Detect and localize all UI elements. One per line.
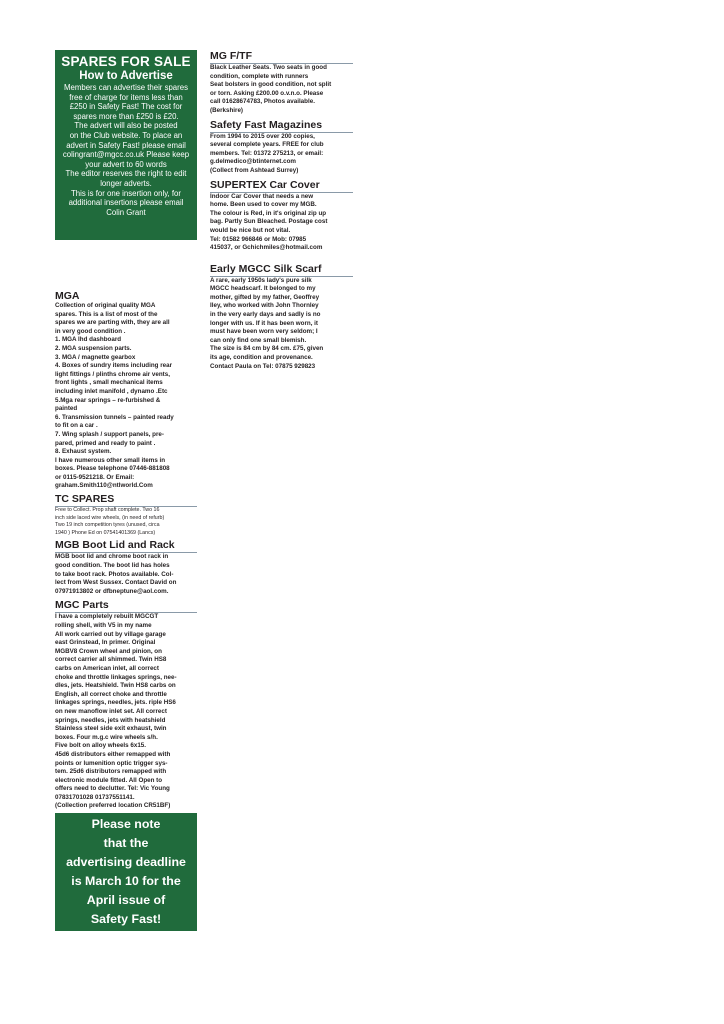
ad-text-line: rolling shell, with V5 in my name bbox=[55, 622, 152, 629]
ad-text-line: g.delmedico@btinternet.com bbox=[210, 158, 296, 166]
how-to-advertise-line: Colin Grant bbox=[106, 207, 146, 217]
how-to-advertise-line: colingrant@mgcc.co.uk Please keep bbox=[62, 150, 190, 160]
ad-text-line: mother, gifted by my father, Geoffrey bbox=[210, 293, 320, 301]
ad-text-line: its age, condition and provenance. bbox=[210, 354, 313, 362]
deadline-line: April issue of bbox=[86, 893, 166, 908]
ad-text-line: spares. This is a list of most of the bbox=[55, 310, 158, 318]
ad-text-line: boxes. Please telephone 07446-881808 bbox=[55, 465, 170, 473]
how-to-advertise-line: £250 in Safety Fast! The cost for bbox=[69, 102, 183, 112]
ad-text-line: good condition. The boot lid has holes bbox=[55, 562, 170, 570]
deadline-line: Please note bbox=[91, 817, 161, 832]
ad-text-line: choke and throttle linkages springs, nee- bbox=[55, 673, 177, 681]
classified-ad bbox=[210, 119, 353, 176]
ad-heading: MGC Parts bbox=[55, 599, 197, 613]
ad-heading: MGB Boot Lid and Rack bbox=[55, 539, 197, 553]
ad-text-line: A rare, early 1950s lady's pure silk bbox=[210, 276, 312, 284]
classified-ad bbox=[210, 50, 353, 116]
ad-text-line: Free to Collect. Prop shaft complete. Two 16 bbox=[55, 507, 160, 514]
ad-text-line: to fit on a car . bbox=[55, 422, 98, 430]
how-to-advertise-line: additional insertions please email bbox=[68, 198, 184, 208]
how-to-advertise-box bbox=[55, 50, 197, 240]
ad-text-line: Tel: 01582 966846 or Mob: 07985 bbox=[210, 235, 307, 243]
how-to-advertise-line: Members can advertise their spares bbox=[64, 83, 188, 92]
ad-text-line: I have a completely rebuilt MGCGT bbox=[55, 613, 159, 621]
ad-text-line: Contact Paula on Tel: 07875 929823 bbox=[210, 362, 316, 370]
ad-text-line: MGB boot lid and chrome boot rack in bbox=[55, 553, 169, 561]
deadline-notice-box bbox=[55, 813, 197, 931]
ad-text-line: lect from West Sussex. Contact David on bbox=[55, 579, 177, 587]
classified-ad bbox=[55, 539, 197, 596]
ad-text-line: 2. MGA suspension parts. bbox=[55, 344, 132, 352]
classified-ad bbox=[55, 493, 197, 537]
ad-text-line: 415037, or Gchichmiles@hotmail.com bbox=[210, 244, 323, 252]
ad-text-line: The colour is Red, in it's original zip up bbox=[210, 209, 327, 217]
ad-text-line: English, all correct choke and throttle bbox=[55, 690, 167, 698]
ad-text-line: Five bolt on alloy wheels 6x15. bbox=[55, 742, 147, 750]
left-ads-list bbox=[55, 290, 197, 811]
spares-for-sale-title: SPARES FOR SALE bbox=[61, 54, 191, 69]
ad-text-line: condition, complete with runners bbox=[210, 72, 309, 80]
ad-text-line: longer with us. If it has been worn, it bbox=[210, 319, 318, 327]
ad-text-line: to take boot rack. Photos available. Col- bbox=[55, 570, 174, 578]
ad-heading: Early MGCC Silk Scarf bbox=[210, 263, 353, 277]
how-to-advertise-subtitle: How to Advertise bbox=[79, 70, 173, 82]
classified-ad bbox=[210, 179, 353, 253]
ad-heading: SUPERTEX Car Cover bbox=[210, 179, 353, 193]
ad-text-line: or 0115-9521218. Or Email: bbox=[55, 473, 135, 481]
how-to-advertise-line: spares more than £250 is £20. bbox=[73, 111, 179, 121]
ad-text-line: tem. 25d6 distributors remapped with bbox=[55, 768, 167, 776]
ad-text-line: home. Been used to cover my MGB. bbox=[210, 201, 317, 209]
ad-text-line: can only find one small blemish. bbox=[210, 336, 307, 344]
ad-text-line: electronic module fitted. All Open to bbox=[55, 776, 163, 784]
ad-text-line: 8. Exhaust system. bbox=[55, 448, 112, 456]
deadline-line: is March 10 for the bbox=[71, 874, 181, 889]
ad-text-line: dles, jets. Heatshield. Twin HS8 carbs on bbox=[55, 682, 176, 690]
ad-text-line: in very good condition . bbox=[55, 327, 126, 335]
ad-text-line: Two 19 inch competition tyres (unused, circa bbox=[55, 522, 160, 529]
classified-ad bbox=[55, 290, 197, 491]
deadline-line: advertising deadline bbox=[66, 855, 186, 870]
ad-heading: MGA bbox=[55, 290, 80, 302]
ad-text-line: The size is 84 cm by 84 cm. £75, given bbox=[210, 345, 324, 353]
ad-text-line: Indoor Car Cover that needs a new bbox=[210, 192, 314, 200]
ad-text-line: offers need to declutter. Tel: Vic Young bbox=[55, 785, 170, 793]
ad-text-line: Collection of original quality MGA bbox=[55, 302, 156, 309]
ad-text-line: 45d6 distributors either remapped with bbox=[55, 750, 171, 758]
ad-text-line: bag. Partly Sun Bleached. Postage cost bbox=[210, 218, 328, 226]
ad-text-line: 7. Wing splash / support panels, pre- bbox=[55, 430, 164, 438]
ad-text-line: MGBV8 Crown wheel and pinion, on bbox=[55, 647, 162, 655]
ad-text-line: 07971913802 or dfbneptune@aol.com. bbox=[55, 587, 169, 595]
ad-text-line: Stainless steel side exit exhaust, twin bbox=[55, 725, 167, 733]
ad-text-line: 1. MGA lhd dashboard bbox=[55, 336, 122, 344]
ad-text-line: light fittings / plinths chrome air vents, bbox=[55, 370, 170, 378]
ad-text-line: inch side laced wire wheels, (in need of refurb) bbox=[55, 514, 165, 521]
how-to-advertise-line: This is for one insertion only, for bbox=[71, 188, 181, 198]
ad-text-line: would be nice but not vital. bbox=[210, 226, 291, 234]
ad-text-line: springs, needles, jets with heatshield bbox=[55, 716, 166, 724]
deadline-line: Safety Fast! bbox=[90, 912, 162, 927]
classified-ad bbox=[55, 599, 197, 811]
ad-text-line: All work carried out by village garage bbox=[55, 630, 166, 638]
ad-text-line: must have been worn very seldom; I bbox=[210, 328, 318, 336]
how-to-advertise-line: The advert will also be posted bbox=[74, 121, 178, 131]
ad-text-line: several complete years. FREE for club bbox=[210, 141, 324, 149]
ad-text-line: 4. Boxes of sundry items including rear bbox=[55, 362, 173, 370]
how-to-advertise-line: on the Club website. To place an bbox=[69, 130, 183, 140]
ad-text-line: pared, primed and ready to paint . bbox=[55, 439, 156, 447]
ad-text-line: (Collect from Ashtead Surrey) bbox=[210, 166, 299, 174]
ad-text-line: east Grinstead, In primer. Original bbox=[55, 639, 156, 647]
how-to-advertise-line: free of charge for items less than bbox=[69, 92, 183, 102]
ad-text-line: Seat bolsters in good condition, not split bbox=[210, 81, 332, 89]
ad-text-line: members. Tel: 01372 275213, or email: bbox=[210, 149, 324, 157]
ad-text-line: carbs on American inlet, all correct bbox=[55, 664, 159, 672]
ad-text-line: 3. MGA / magnette gearbox bbox=[55, 353, 136, 361]
ad-text-line: 6. Transmission tunnels – painted ready bbox=[55, 413, 174, 421]
how-to-advertise-line: your advert to 60 words bbox=[85, 159, 167, 169]
ad-text-line: boxes. Four m.g.c wire wheels s/h. bbox=[55, 733, 158, 741]
ad-text-line: Black Leather Seats. Two seats in good bbox=[210, 64, 327, 71]
ad-text-line: linkages springs, needles, jets. riple HS6 bbox=[55, 699, 176, 707]
how-to-advertise-line: The editor reserves the right to edit bbox=[65, 169, 187, 179]
ad-text-line: painted bbox=[55, 405, 78, 413]
ad-text-line: 07831701028 01737551141. bbox=[55, 793, 135, 801]
right-ads-list bbox=[210, 50, 353, 371]
how-to-advertise-line: longer adverts. bbox=[100, 178, 152, 188]
ad-text-line: (Berkshire) bbox=[210, 106, 243, 114]
ad-text-line: graham.Smith110@ntlworld.Com bbox=[55, 482, 153, 490]
how-to-advertise-text bbox=[55, 83, 197, 217]
ad-text-line: correct carrier all shimmed. Twin HS8 bbox=[55, 656, 167, 664]
ad-text-line: front lights , small mechanical items bbox=[55, 379, 163, 387]
classified-ad bbox=[210, 263, 353, 372]
ad-text-line: I have numerous other small items in bbox=[55, 456, 166, 464]
ad-heading: TC SPARES bbox=[55, 493, 197, 507]
ad-text-line: call 01628674783, Photos available. bbox=[210, 98, 315, 106]
ad-text-line: From 1994 to 2015 over 200 copies, bbox=[210, 132, 315, 140]
ad-text-line: Iley, who worked with John Thornley bbox=[210, 302, 319, 310]
ad-text-line: MGCC headscarf. It belonged to my bbox=[210, 285, 316, 293]
ad-text-line: including inlet manifold , dynamo .Etc bbox=[55, 387, 168, 395]
ad-text-line: on new manoflow inlet set. All correct bbox=[55, 707, 167, 715]
ad-text-line: (Collection preferred location CR51BF) bbox=[55, 802, 171, 810]
ad-text-line: or torn. Asking £200.00 o.v.n.o. Please bbox=[210, 89, 324, 97]
ad-text-line: in the very early days and sadly is no bbox=[210, 311, 321, 319]
ad-text-line: points or lumenition optic trigger sys- bbox=[55, 759, 168, 767]
how-to-advertise-line: advert in Safety Fast! please email bbox=[66, 140, 186, 150]
ad-text-line: spares we are parting with, they are all bbox=[55, 319, 170, 327]
right-column bbox=[210, 50, 353, 371]
deadline-line: that the bbox=[103, 836, 149, 851]
ad-text-line: 1940 ) Phone Ed on 07541401369 (Lancs) bbox=[55, 529, 156, 536]
ad-heading: Safety Fast Magazines bbox=[210, 119, 353, 133]
ad-text-line: 5.Mga rear springs – re-furbished & bbox=[55, 396, 161, 404]
left-column bbox=[55, 50, 197, 931]
ad-heading: MG F/TF bbox=[210, 50, 353, 64]
